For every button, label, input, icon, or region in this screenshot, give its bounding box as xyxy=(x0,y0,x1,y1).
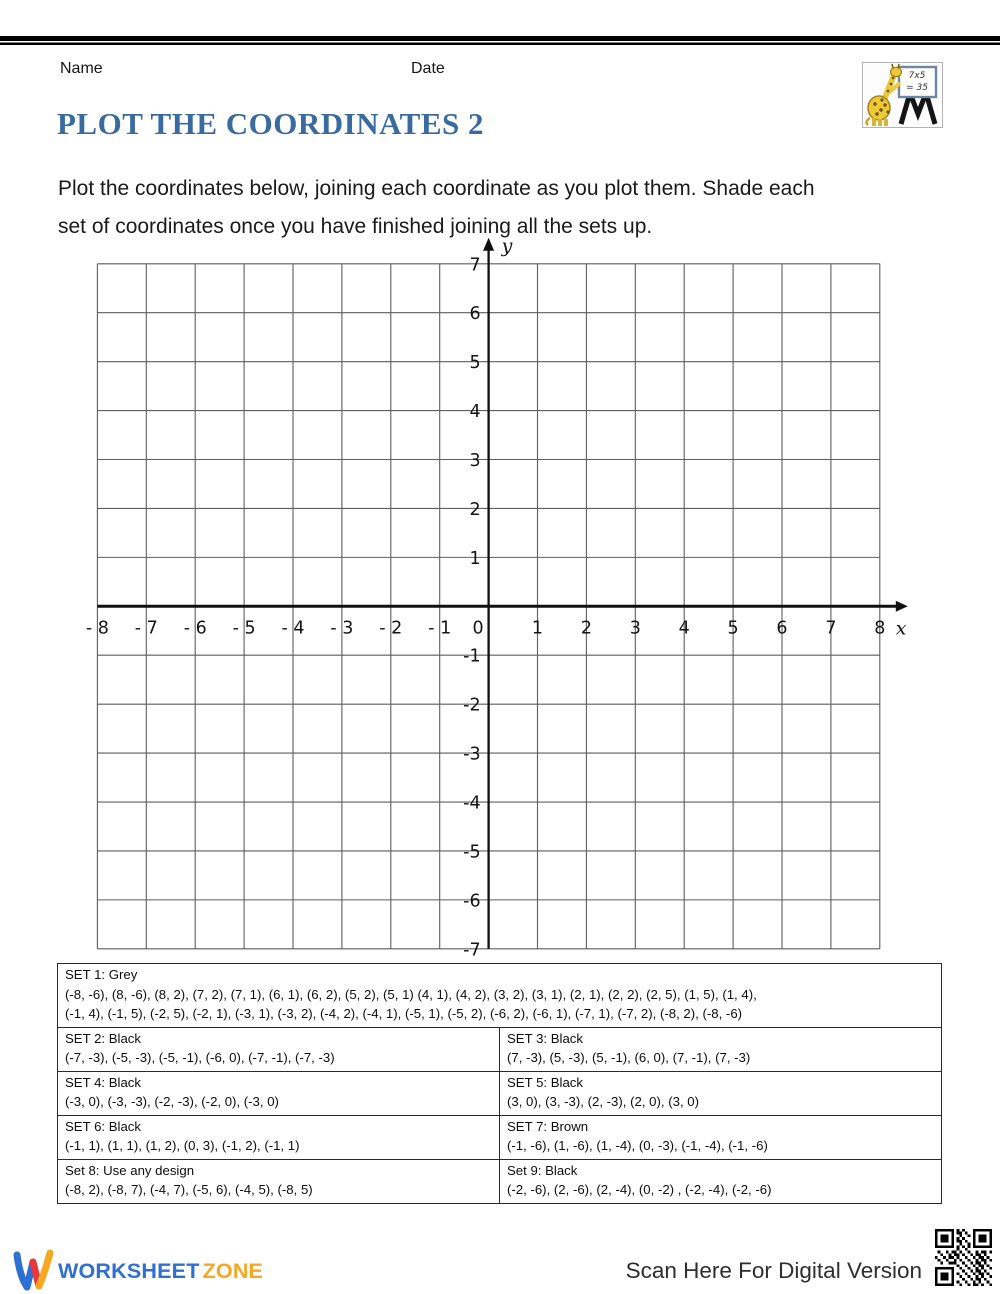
set-4-cell xyxy=(58,1071,500,1115)
w-logo-mark-icon xyxy=(12,1247,56,1293)
instructions-line-1: Plot the coordinates below, joining each coordinate as you plot them. Shade each xyxy=(58,177,815,200)
y-tick-label: -6 xyxy=(463,891,481,912)
x-tick-label: 7 xyxy=(825,618,837,639)
set-coords: (-1, 1), (1, 1), (1, 2), (0, 3), (-1, 2), (-1, 1) xyxy=(65,1138,300,1153)
x-tick-label: - 4 xyxy=(281,618,305,639)
set-title: Set 9: Black xyxy=(507,1162,578,1178)
set-title: SET 5: Black xyxy=(507,1074,583,1090)
x-tick-label: 1 xyxy=(531,618,544,639)
y-tick-label: -4 xyxy=(463,793,481,814)
brand-wordmark xyxy=(58,1259,263,1284)
y-tick-label: -5 xyxy=(463,842,481,863)
y-tick-label: 2 xyxy=(469,499,481,520)
table-row xyxy=(58,1027,942,1071)
giraffe-head xyxy=(891,67,902,76)
set-9-cell xyxy=(500,1159,942,1203)
y-axis-arrow-icon xyxy=(483,238,494,251)
set-title: SET 7: Brown xyxy=(507,1118,589,1134)
name-label: Name xyxy=(60,60,103,77)
set-5-cell xyxy=(500,1071,942,1115)
y-tick-label: 5 xyxy=(469,353,481,374)
brand-zone: ZONE xyxy=(202,1259,264,1283)
x-tick-label: - 5 xyxy=(232,618,256,639)
set-coords: (-1, -6), (1, -6), (1, -4), (0, -3), (-1, -4), (-1, -6) xyxy=(507,1138,768,1153)
giraffe-horn xyxy=(898,64,899,68)
x-tick-label: - 6 xyxy=(183,618,207,639)
x-tick-label: 6 xyxy=(776,618,788,639)
qr-code xyxy=(935,1229,992,1286)
set-coords: (-8, -6), (8, -6), (8, 2), (7, 2), (7, 1), (6, 1), (6, 2), (5, 2), (5, 1) (4, 1), (4, 2), (3, 2), (3, 1), (2, 1), (2, 2), (2, 5), (1, 5), (1, 4), xyxy=(65,986,757,1002)
set-title: SET 6: Black xyxy=(65,1118,141,1134)
set-coords: (-8, 2), (-8, 7), (-4, 7), (-5, 6), (-4, 5), (-8, 5) xyxy=(65,1182,313,1197)
coordinate-grid xyxy=(0,230,1000,970)
x-tick-label: - 7 xyxy=(134,618,158,639)
set-coords: (-3, 0), (-3, -3), (-2, -3), (-2, 0), (-3, 0) xyxy=(65,1094,279,1109)
worksheetzone-logo-icon xyxy=(12,1247,56,1293)
scan-here-text: Scan Here For Digital Version xyxy=(625,1258,922,1283)
board-equation-line2: = 35 xyxy=(906,83,928,93)
set-2-cell xyxy=(58,1027,500,1071)
set-title: SET 3: Black xyxy=(507,1030,583,1046)
set-title: SET 4: Black xyxy=(65,1074,141,1090)
set-coords: (7, -3), (5, -3), (5, -1), (6, 0), (7, -1), (7, -3) xyxy=(507,1050,751,1065)
table-row xyxy=(58,1071,942,1115)
set-title: SET 2: Black xyxy=(65,1030,141,1046)
coordinate-sets-table xyxy=(57,963,942,1204)
x-tick-label: 8 xyxy=(874,618,886,639)
set-7-cell xyxy=(500,1115,942,1159)
x-tick-label: - 3 xyxy=(330,618,354,639)
x-tick-label: - 8 xyxy=(85,618,109,639)
y-tick-label: -1 xyxy=(463,646,481,667)
y-tick-label: 4 xyxy=(469,402,481,423)
y-axis-label: y xyxy=(501,234,513,257)
brand-worksheet: WORKSHEET xyxy=(58,1259,200,1283)
math-giraffe-clipart xyxy=(862,62,943,128)
set-title: Set 8: Use any design xyxy=(65,1162,195,1178)
set-coords: (-7, -3), (-5, -3), (-5, -1), (-6, 0), (-7, -1), (-7, -3) xyxy=(65,1050,335,1065)
set-1-cell xyxy=(58,964,942,1028)
table-row xyxy=(58,964,942,1028)
set-coords: (-2, -6), (2, -6), (2, -4), (0, -2) , (-2, -4), (-2, -6) xyxy=(507,1182,772,1197)
y-tick-label: -2 xyxy=(463,695,481,716)
set-coords: (-1, 4), (-1, 5), (-2, 5), (-2, 1), (-3, 1), (-3, 2), (-4, 2), (-4, 1), (-5, 1), (-5, 2), (-6, 2), (-6, 1), (-7, 1), (-7, 2), (-8, 2), (-8, -6) xyxy=(65,1006,743,1021)
table-row xyxy=(58,1159,942,1203)
x-tick-label: - 1 xyxy=(428,618,452,639)
set-coords: (3, 0), (3, -3), (2, -3), (2, 0), (3, 0) xyxy=(507,1094,699,1109)
table-row xyxy=(58,1115,942,1159)
set-3-cell xyxy=(500,1027,942,1071)
x-axis-arrow-icon xyxy=(896,601,908,612)
y-tick-label: -3 xyxy=(463,744,481,765)
x-tick-label: 0 xyxy=(472,618,484,639)
giraffe-horn xyxy=(892,64,893,68)
x-tick-label: 5 xyxy=(727,618,739,639)
clipart-image xyxy=(862,62,943,128)
y-tick-label: 1 xyxy=(469,548,481,569)
set-title: SET 1: Grey xyxy=(65,967,138,982)
worksheet-title: PLOT THE COORDINATES 2 xyxy=(57,106,485,141)
y-tick-label: 6 xyxy=(469,304,481,325)
x-tick-label: 2 xyxy=(580,618,592,639)
board-equation-line1: 7x5 xyxy=(908,71,926,81)
y-tick-label: -7 xyxy=(463,940,481,961)
y-tick-label: 7 xyxy=(469,255,481,276)
x-axis-label: x xyxy=(895,617,907,640)
y-tick-label: 3 xyxy=(469,451,481,472)
x-tick-label: - 2 xyxy=(379,618,403,639)
instructions-line-2: set of coordinates once you have finished joining all the sets up. xyxy=(58,215,653,238)
set-6-cell xyxy=(58,1115,500,1159)
date-label: Date xyxy=(411,60,445,77)
giraffe-body xyxy=(868,96,890,120)
x-tick-label: 3 xyxy=(629,618,641,639)
top-border-rule xyxy=(0,36,1000,45)
set-8-cell xyxy=(58,1159,500,1203)
x-tick-label: 4 xyxy=(678,618,690,639)
